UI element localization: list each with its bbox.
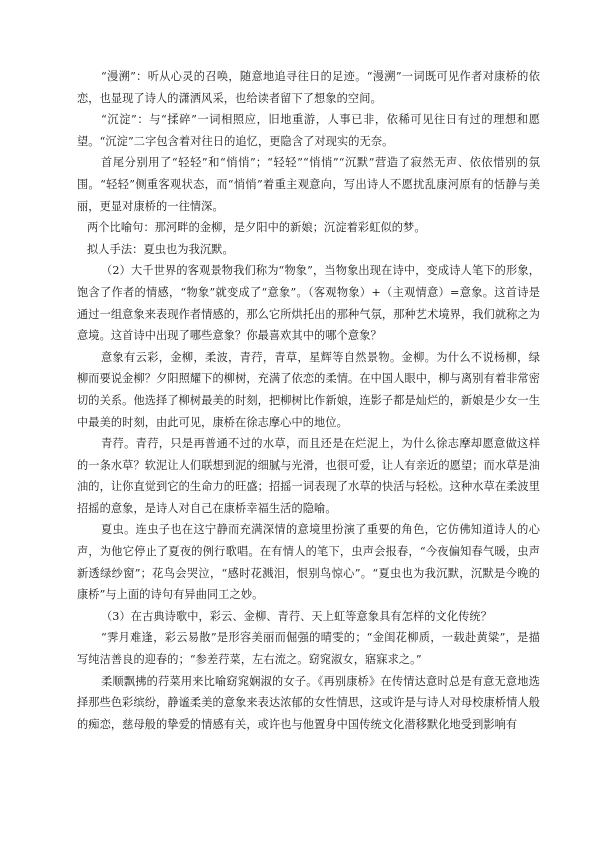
- paragraph-xiachong: 夏虫。连虫子也在这宁静而充满深情的意境里扮演了重要的角色，它仿佛知道诗人的心声，为他它停止了夏夜的例行歌唱。在有情人的笔下，虫声会报春，“今夜偏知春气暖，虫声新透绿纱窗”；花鸟会哭泣，“感时花溅泪，恨别鸟惊心”。“夏虫也为我沉默，沉默是今晚的康桥”与上面的诗句有异曲同工之妙。: [77, 523, 540, 602]
- paragraph-xingcai: 柔顺飘拂的荇菜用来比喻窈窕娴淑的女子。《再别康桥》在传情达意时总是有意无意地选择那些色彩缤纷，静谧柔美的意象来表达浓郁的女性情思，这或许是与诗人对母校康桥情人般的痴恋，慈母般的挚爱的情感有关，或许也与他置身中国传统文化潜移默化地受到影响有: [77, 674, 540, 731]
- paragraph-question-3: （3）在古典诗歌中，彩云、金柳、青荇、天上虹等意象具有怎样的文化传统？: [101, 609, 492, 623]
- paragraph-manshu: “漫溯”：听从心灵的召唤，随意地追寻往日的足迹。“漫溯”一词既可见作者对康桥的依恋，也显现了诗人的潇洒风采，也给读者留下了想象的空间。: [77, 70, 540, 105]
- paragraph-metaphors: 两个比喻句：那河畔的金柳，是夕阳中的新娘；沉淀着彩虹似的梦。: [87, 221, 426, 235]
- paragraph-personification: 拟人手法：夏虫也为我沉默。: [87, 242, 234, 256]
- paragraph-question-2: （2）大千世界的客观景物我们称为“物象”，当物象出现在诗中，变成诗人笔下的形象，饱含了作者的情感，“物象”就变成了“意象”。（客观物象）+（主观情意）=意象。这首诗是通过一组意象来表现作者情感的，那么它所烘托出的那种气氛，那种艺术境界，我们就称之为意境。这首诗中出现了哪些意象？你最喜欢其中的哪个意象？: [77, 264, 540, 343]
- paragraph-qingqing-qiaoqiao: 首尾分别用了“轻轻”和“悄悄”；“轻轻”“悄悄”“沉默”营造了寂然无声、依依惜别的氛围。“轻轻”侧重客观状态，而“悄悄”着重主观意向，写出诗人不愿扰乱康河原有的恬静与美丽，更显对康桥的一往情深。: [77, 156, 540, 213]
- paragraph-classical-quotes: “霁月难逢，彩云易散”是形容美丽而倔强的晴雯的；“金闺花柳质，一载赴黄粱”，是描写纯洁善良的迎春的；“参差荇菜，左右流之。窈窕淑女，寤寐求之。”: [77, 631, 540, 667]
- paragraph-qingxing: 青荇。青荇，只是再普通不过的水草，而且还是在烂泥上，为什么徐志摩却愿意做这样的一条水草？软泥让人们联想到泥的细腻与光滑，也很可爱，让人有亲近的愿望；而水草是油油的，让你直觉到它的生命力的旺盛；招摇一词表现了水草的快活与轻松。这种水草在柔波里招摇的意象，是诗人对自己在康桥幸福生活的隐喻。: [77, 437, 540, 515]
- paragraph-jinliu: 意象有云彩，金柳，柔波，青荇，青草，星辉等自然景物。金柳。为什么不说杨柳，绿柳而要说金柳？夕阳照耀下的柳树，充满了依恋的柔情。在中国人眼中，柳与离别有着非常密切的关系。他选择了柳树最美的时刻，把柳树比作新娘，连影子都是灿烂的，新娘是少女一生中最美的时刻，由此可见，康桥在徐志摩心中的地位。: [77, 350, 540, 429]
- paragraph-chendian: “沉淀”：与“揉碎”一词相照应，旧地重游，人事已非，依稀可见往日有过的理想和愿望。“沉淀”二字包含着对往日的追忆，更隐含了对现实的无奈。: [77, 113, 540, 148]
